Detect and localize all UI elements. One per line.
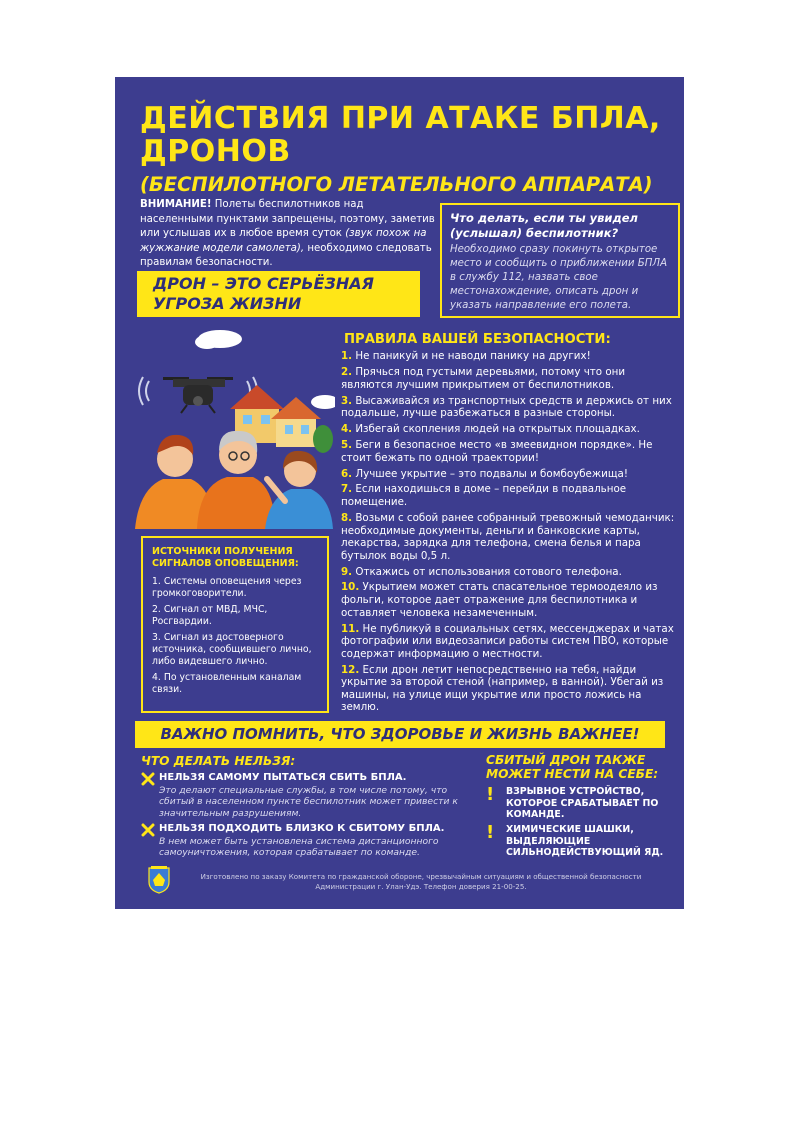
safety-rule: [341, 350, 676, 363]
footer-line: Изготовлено по заказу Комитета по гражданской обороне, чрезвычайным ситуациям и общественной безопасности: [200, 872, 642, 881]
safety-rules-list: [341, 347, 676, 714]
safety-rules-title: ПРАВИЛА ВАШЕЙ БЕЗОПАСНОСТИ:: [344, 332, 611, 347]
downed-drone-item-text: ВЗРЫВНОЕ УСТРОЙСТВО, КОТОРОЕ СРАБАТЫВАЕТ ПО КОМАНДЕ.: [506, 786, 659, 821]
rule-number: 6.: [341, 467, 353, 480]
seen-drone-question: Что делать, если ты увидел (услышал) беспилотник?: [450, 211, 638, 240]
rule-text: Если дрон летит непосредственно на тебя, найди укрытие за второй стеной (например, в ванной). Убегай из машины, на улице ищи укрытие или просто ложись на землю.: [341, 663, 664, 714]
exclamation-icon: !: [486, 784, 495, 805]
rule-number: 7.: [341, 483, 353, 496]
rule-text: Не паникуй и не наводи панику на других!: [355, 350, 591, 363]
seen-drone-box: [440, 203, 680, 318]
warning-text-1: Полеты беспилотников над населенными пунктами запрещены, поэтому, заметив или услышав их в любое время суток: [140, 199, 435, 239]
downed-drone-item: [486, 824, 676, 859]
rule-number: 3.: [341, 394, 353, 407]
alert-sources-box: [141, 536, 329, 713]
x-mark-icon: [141, 823, 155, 837]
safety-rule: [341, 512, 676, 562]
warning-text: [140, 198, 440, 271]
footer-line: Администрации г. Улан-Удэ. Телефон доверия 21-00-25.: [315, 882, 527, 891]
safety-rule: [341, 395, 676, 420]
rule-text: Беги в безопасное место «в змеевидном порядке». Не стоит бежать по одной траектории!: [341, 439, 653, 464]
safety-rule: [341, 468, 676, 481]
rule-number: 1.: [341, 350, 353, 363]
rule-text: Лучшее укрытие – это подвалы и бомбоубежища!: [355, 467, 628, 480]
dont-item-heading: НЕЛЬЗЯ САМОМУ ПЫТАТЬСЯ СБИТЬ БПЛА.: [159, 772, 407, 783]
page-title: ДЕЙСТВИЯ ПРИ АТАКЕ БПЛА, ДРОНОВ: [140, 101, 661, 169]
alert-sources-title: ИСТОЧНИКИ ПОЛУЧЕНИЯ СИГНАЛОВ ОПОВЕЩЕНИЯ:: [152, 546, 299, 569]
family-drone-illustration: [135, 329, 335, 529]
rule-number: 11.: [341, 622, 360, 635]
rule-number: 5.: [341, 439, 353, 452]
downed-drone-item: [486, 786, 676, 821]
rule-text: Если находишься в доме – перейди в подвальное помещение.: [341, 483, 627, 509]
rule-number: 8.: [341, 511, 353, 524]
rule-text: Откажись от использования сотового телефона.: [355, 565, 622, 578]
rule-text: Прячься под густыми деревьями, потому что они являются лучшим прикрытием от беспилотников.: [341, 366, 626, 391]
warning-italic: (звук похож на жужжание модели самолета),: [140, 228, 427, 254]
dont-item: [141, 823, 481, 859]
rule-number: 9.: [341, 565, 353, 578]
dont-item: [141, 772, 481, 819]
downed-drone-title: СБИТЫЙ ДРОН ТАКЖЕ МОЖЕТ НЕСТИ НА СЕБЕ:: [486, 753, 659, 781]
rule-text: Не публикуй в социальных сетях, мессенджерах и чатах фотографии или видеозаписи работы систем ПВО, которые содержат информацию о местности.: [341, 622, 674, 660]
footer-credits: [181, 872, 661, 892]
rule-text: Избегай скопления людей на открытых площадках.: [355, 423, 640, 436]
safety-rule: [341, 566, 676, 579]
safety-rule: [341, 423, 676, 436]
page-subtitle: (БЕСПИЛОТНОГО ЛЕТАТЕЛЬНОГО АППАРАТА): [140, 173, 653, 196]
rule-number: 4.: [341, 423, 353, 436]
seen-drone-answer: Необходимо сразу покинуть открытое место и сообщить о приближении БПЛА в службу 112, назвать свое местонахождение, описать дрон и указать направление его полета.: [450, 244, 668, 311]
dont-item-text: В нем может быть установлена система дистанционного самоуничтожения, которая срабатывает по команде.: [159, 836, 439, 859]
x-mark-icon: [141, 772, 155, 786]
poster: [115, 77, 684, 909]
city-emblem-icon: [147, 866, 171, 894]
rule-text: Возьми с собой ранее собранный тревожный чемоданчик: необходимые документы, деньги и банковские карты, лекарства, зарядка для телефона, смена белья и пара бутылок воды 0,5 л.: [341, 511, 675, 562]
safety-rule: [341, 366, 676, 391]
safety-rule: [341, 483, 676, 508]
threat-callout: ДРОН – ЭТО СЕРЬЁЗНАЯ УГРОЗА ЖИЗНИ: [137, 271, 420, 317]
dont-section-title: ЧТО ДЕЛАТЬ НЕЛЬЗЯ:: [141, 754, 296, 768]
alert-source-item: 4. По установленным каналам связи.: [152, 672, 302, 695]
rule-number: 2.: [341, 366, 353, 379]
downed-drone-item-text: ХИМИЧЕСКИЕ ШАШКИ, ВЫДЕЛЯЮЩИЕ СИЛЬНОДЕЙСТВУЮЩИЙ ЯД.: [506, 824, 664, 859]
dont-item-text: Это делают специальные службы, в том числе потому, что сбитый в населенном пункте беспилотник может привести к значительным разрушениям.: [159, 785, 458, 819]
rule-number: 10.: [341, 581, 360, 594]
safety-rule: [341, 664, 676, 714]
rule-text: Высаживайся из транспортных средств и держись от них подальше, лучше разбежаться в разные стороны.: [341, 394, 672, 420]
safety-rule: [341, 581, 676, 619]
safety-rule: [341, 439, 676, 464]
alert-source-item: 2. Сигнал от МВД, МЧС, Росгвардии.: [152, 604, 268, 627]
rule-text: Укрытием может стать спасательное термоодеяло из фольги, которое дает отражение для беспилотника и оставляет человека незамеченным.: [341, 581, 658, 619]
important-banner: ВАЖНО ПОМНИТЬ, ЧТО ЗДОРОВЬЕ И ЖИЗНЬ ВАЖНЕЕ!: [135, 721, 665, 748]
warning-lead: ВНИМАНИЕ!: [140, 199, 212, 210]
exclamation-icon: !: [486, 822, 495, 843]
rule-number: 12.: [341, 663, 360, 676]
alert-source-item: 1. Системы оповещения через громкоговорители.: [152, 576, 302, 599]
warning-text-2: необходимо следовать правилам безопасности.: [140, 242, 432, 268]
alert-source-item: 3. Сигнал из достоверного источника, сообщившего лично, либо видевшего лично.: [152, 632, 312, 667]
dont-item-heading: НЕЛЬЗЯ ПОДХОДИТЬ БЛИЗКО К СБИТОМУ БПЛА.: [159, 823, 445, 834]
safety-rule: [341, 623, 676, 661]
